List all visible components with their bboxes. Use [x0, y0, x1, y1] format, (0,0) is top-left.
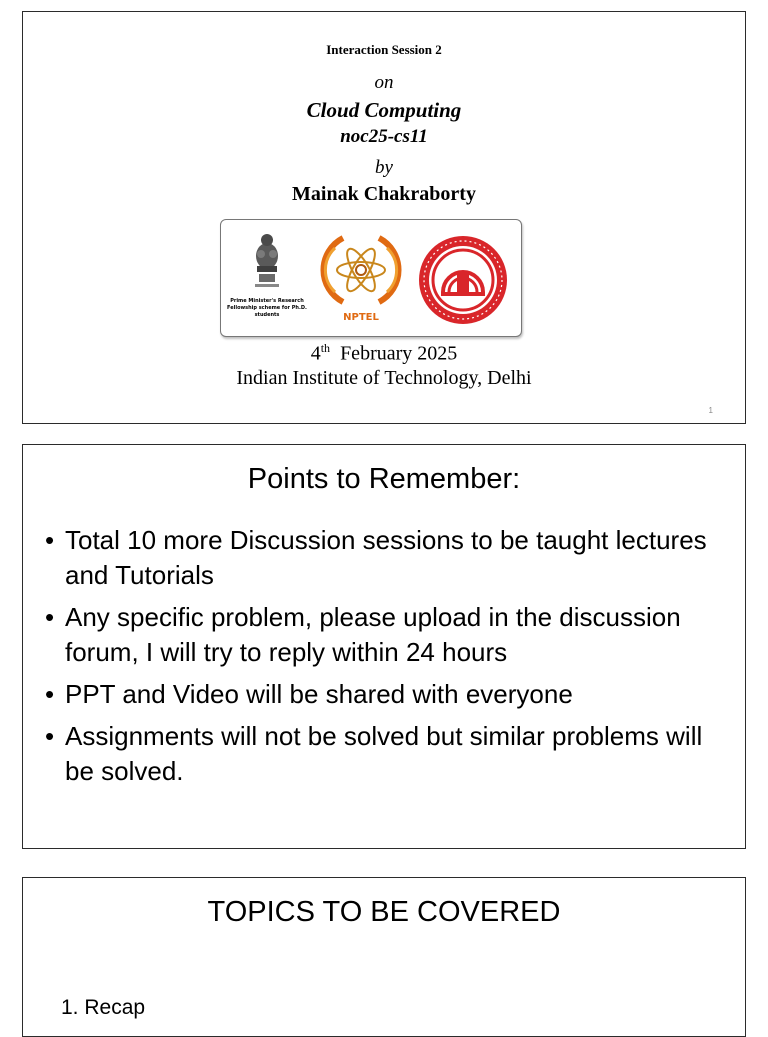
author-name: Mainak Chakraborty	[292, 183, 476, 205]
course-name: Cloud Computing	[306, 98, 462, 122]
course-code: noc25-cs11	[340, 126, 428, 147]
topic-item: 1. Recap	[61, 996, 146, 1019]
session-title: Interaction Session 2	[326, 42, 442, 57]
bullet-list	[45, 523, 725, 796]
logos-panel	[220, 219, 522, 337]
emblem-icon	[221, 226, 313, 296]
pmrf-logo	[221, 226, 313, 330]
iitd-seal-icon	[413, 234, 513, 326]
bullet-item: • Any specific problem, please upload in the discussion forum, I will try to reply within 24 hours	[45, 600, 725, 670]
bullet-item: • PPT and Video will be shared with everyone	[45, 677, 725, 712]
iitd-logo	[413, 234, 513, 326]
nptel-emblem-icon	[313, 226, 409, 312]
on-label: on	[374, 72, 394, 93]
title-slide	[22, 11, 746, 424]
by-label: by	[375, 157, 393, 178]
pmrf-caption: Prime Minister's Research Fellowship scheme for Ph.D. students	[227, 298, 307, 318]
topics-slide	[22, 877, 746, 1037]
points-slide	[22, 444, 746, 849]
bullet-item: • Assignments will not be solved but similar problems will be solved.	[45, 719, 725, 789]
nptel-label: NPTEL	[343, 312, 379, 323]
slide-title: Points to Remember:	[247, 463, 521, 495]
institute-name: Indian Institute of Technology, Delhi	[236, 367, 532, 389]
bullet-item: • Total 10 more Discussion sessions to be taught lectures and Tutorials	[45, 523, 725, 593]
nptel-logo	[313, 226, 409, 332]
session-date: 4th February 2025	[310, 341, 458, 365]
slide-number: 1	[708, 406, 713, 415]
slide-title: TOPICS TO BE COVERED	[207, 896, 561, 928]
